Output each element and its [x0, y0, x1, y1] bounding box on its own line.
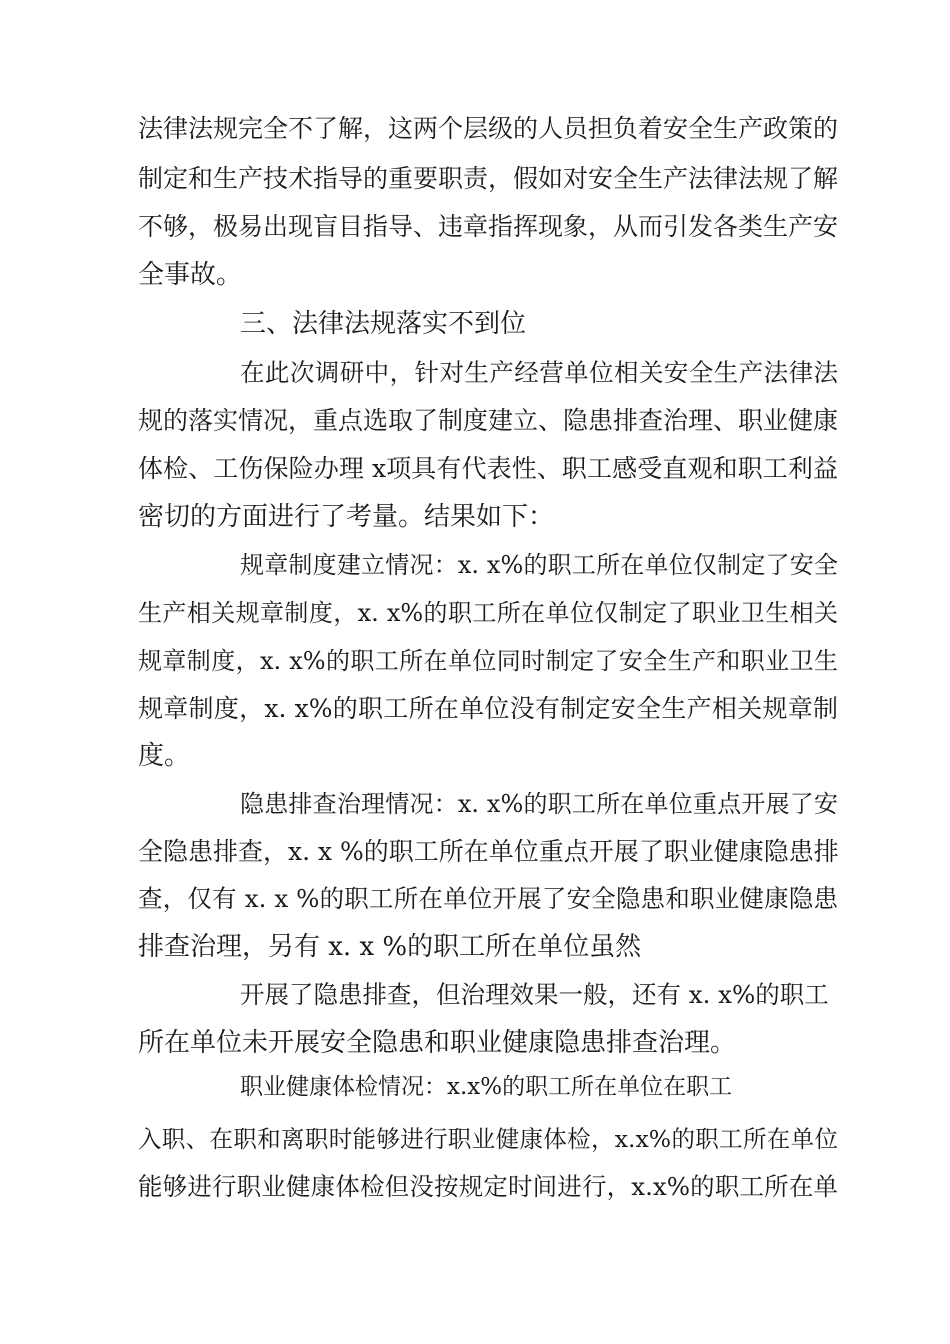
text-line: 制定和生产技术指导的重要职责，假如对安全生产法律法规了解 — [138, 164, 839, 193]
text-line: 职业健康体检情况：x.x%的职工所在单位在职工 — [240, 1074, 733, 1100]
text-line: 隐患排查治理情况：x. x%的职工所在单位重点开展了安 — [240, 790, 838, 818]
text-line: 所在单位未开展安全隐患和职业健康隐患排查治理。 — [138, 1028, 737, 1058]
text-line: 开展了隐患排查，但治理效果一般，还有 x. x%的职工 — [240, 980, 829, 1009]
text-line: 规章制度，x. x%的职工所在单位没有制定安全生产相关规章制 — [138, 694, 838, 723]
text-line: 查，仅有 x. x %的职工所在单位开展了安全隐患和职业健康隐患 — [138, 884, 838, 913]
text-line: 在此次调研中，针对生产经营单位相关安全生产法律法 — [240, 358, 838, 387]
text-line: 规的落实情况，重点选取了制度建立、隐患排查治理、职业健康 — [138, 406, 839, 435]
text-line: 体检、工伤保险办理 x项具有代表性、职工感受直观和职工利益 — [138, 454, 838, 483]
text-line: 排查治理，另有 x. x %的职工所在单位虽然 — [138, 932, 642, 962]
section-heading: 三、法律法规落实不到位 — [240, 309, 527, 339]
text-line: 生产相关规章制度，x. x%的职工所在单位仅制定了职业卫生相关 — [138, 599, 838, 627]
text-line: 度。 — [138, 741, 191, 771]
text-line: 规章制度建立情况：x. x%的职工所在单位仅制定了安全 — [240, 551, 838, 579]
text-line: 全事故。 — [138, 260, 243, 290]
text-line: 能够进行职业健康体检但没按规定时间进行，x.x%的职工所在单 — [138, 1172, 838, 1201]
text-line: 全隐患排查，x. x %的职工所在单位重点开展了职业健康隐患排 — [138, 837, 839, 866]
text-line: 入职、在职和离职时能够进行职业健康体检，x.x%的职工所在单位 — [138, 1125, 838, 1153]
text-line: 法律法规完全不了解，这两个层级的人员担负着安全生产政策的 — [138, 114, 839, 143]
text-line: 不够，极易出现盲目指导、违章指挥现象，从而引发各类生产安 — [138, 212, 839, 241]
text-line: 规章制度，x. x%的职工所在单位同时制定了安全生产和职业卫生 — [138, 647, 838, 675]
text-line: 密切的方面进行了考量。结果如下： — [138, 502, 555, 532]
